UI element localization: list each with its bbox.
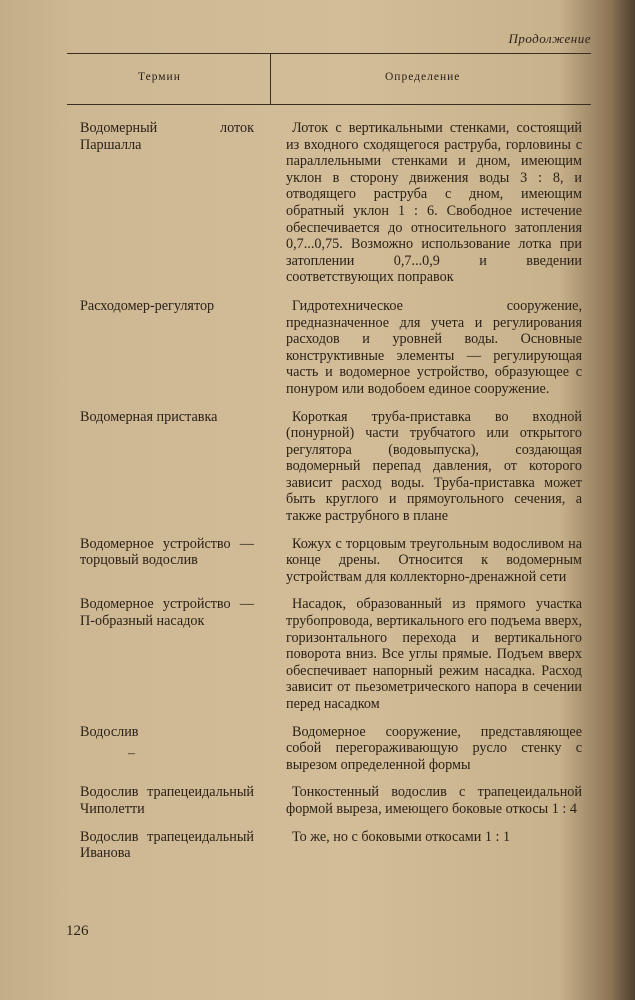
definition-cell: Короткая труба-приставка во входной (понурной) части трубчатого или открытого регулятора (водовыпуска), создающая водомерный перепад давления, от которого зависит расход воды. Труба-приставка может быть круглого и прямоугольного сечения, а также раструбного в плане <box>286 408 582 525</box>
stray-dash-mark: – <box>128 745 135 761</box>
term-cell: Водомерная приставка <box>80 408 218 425</box>
glossary-table <box>0 120 635 862</box>
table-row <box>0 829 635 862</box>
table-row <box>0 724 635 774</box>
term-cell: Водомерное устройство — торцовый водослив <box>80 535 254 569</box>
table-row <box>0 409 635 525</box>
term-cell: Расходомер-регулятор <box>80 297 215 314</box>
table-header-rule <box>67 104 591 105</box>
definition-cell: Лоток с вертикальными стенками, состоящий из входного сходящегося раструба, горловины с параллельными стенками и дном, имеющим уклон в сторону движения воды 3 : 8, и отводящего раструба с дном, имеющим обратный уклон 1 : 6. Свободное истечение обеспечивается до относительного затопления 0,7...0,75. Возможно использование лотка при затоплении 0,7...0,9 и введении соответствующих поправок <box>286 120 582 286</box>
term-cell: Водомерное устройство — П-образный насадок <box>80 596 254 630</box>
table-row <box>0 536 635 586</box>
continuation-label: Продолжение <box>508 31 591 46</box>
term-cell: Водомерный лоток Паршалла <box>80 120 254 153</box>
definition-cell: То же, но с боковыми откосами 1 : 1 <box>292 828 511 845</box>
term-cell: Водослив <box>80 723 139 740</box>
header-divider <box>270 53 271 104</box>
header-definition: Определение <box>385 71 461 83</box>
page-number: 126 <box>66 923 89 939</box>
definition-cell: Водомерное сооружение, представляющее собой перегораживающую русло стенку с вырезом определенной формы <box>286 723 582 773</box>
table-row <box>0 298 635 398</box>
table-row <box>0 596 635 712</box>
table-row <box>0 120 635 286</box>
table-top-rule <box>67 53 591 54</box>
table-row <box>0 784 635 817</box>
definition-cell: Тонкостенный водослив с трапецеидальной формой выреза, имеющего боковые откосы 1 : 4 <box>286 784 582 817</box>
definition-cell: Гидротехническое сооружение, предназначенное для учета и регулирования расходов и уровней воды. Основные конструктивные элементы — регулирующая часть и водомерное устройство, образующее с понуром или водобоем единое сооружение. <box>286 297 582 397</box>
definition-cell: Кожух с торцовым треугольным водосливом на конце дрены. Относится к водомерным устройствам для коллекторно-дренажной сети <box>286 535 582 585</box>
header-term: Термин <box>138 71 181 83</box>
term-cell: Водослив трапецеидальный Чиполетти <box>80 784 254 817</box>
definition-cell: Насадок, образованный из прямого участка трубопровода, вертикального его подъема вверх, горизонтального перехода и вертикального поворота вниз. Все углы прямые. Подъем вверх обеспечивает напорный режим насадка. Расход зависит от пьезометрического напора в сечении перед насадком <box>286 596 582 712</box>
term-cell: Водослив трапецеидальный Иванова <box>80 828 254 862</box>
